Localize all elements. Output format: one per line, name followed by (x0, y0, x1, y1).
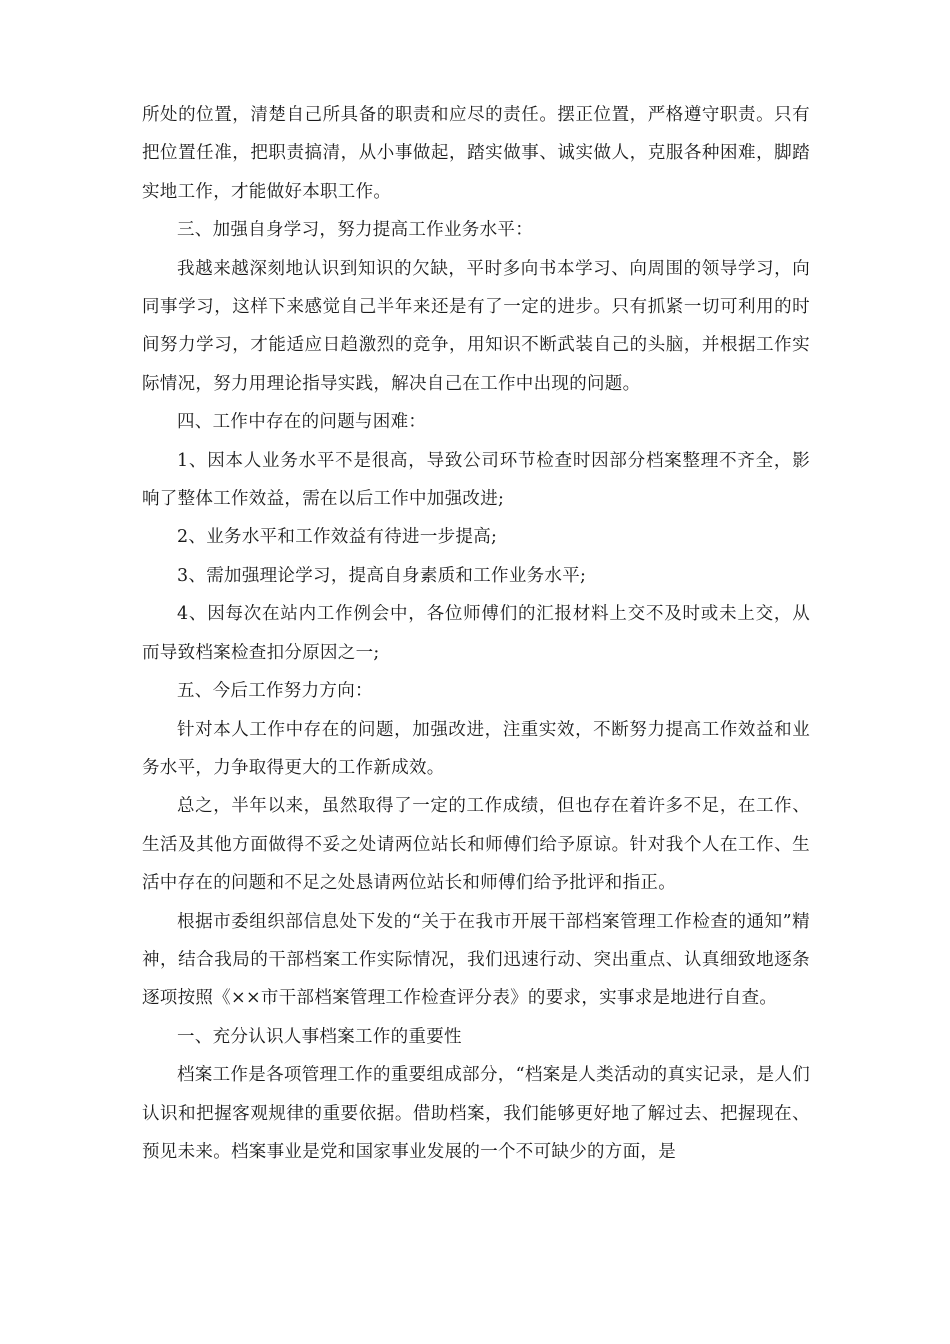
paragraph: 根据市委组织部信息处下发的“关于在我市开展干部档案管理工作检查的通知”精神，结合我局的干部档案工作实际情况，我们迅速行动、突出重点、认真细致地逐条逐项按照《××市干部档案管理工作检查评分表》的要求，实事求是地进行自查。 (142, 911, 810, 1009)
section-heading-3: 三、加强自身学习，努力提高工作业务水平： (177, 220, 533, 241)
section-heading-1: 一、充分认识人事档案工作的重要性 (177, 1026, 462, 1047)
paragraph: 针对本人工作中存在的问题，加强改进，注重实效，不断努力提高工作效益和业务水平，力争取得更大的工作新成效。 (142, 719, 810, 778)
section-heading-5: 五、今后工作努力方向： (177, 681, 373, 702)
paragraph: 所处的位置，清楚自己所具备的职责和应尽的责任。摆正位置，严格遵守职责。只有把位置任准，把职责搞清，从小事做起，踏实做事、诚实做人，克服各种困难，脚踏实地工作，才能做好本职工作。 (142, 105, 810, 202)
paragraph: 档案工作是各项管理工作的重要组成部分，“档案是人类活动的真实记录，是人们认识和把握客观规律的重要依据。借助档案，我们能够更好地了解过去、把握现在、预见未来。档案事业是党和国家事业发展的一个不可缺少的方面，是 (142, 1065, 810, 1162)
list-item: 2、业务水平和工作效益有待进一步提高; (177, 527, 498, 548)
list-item: 1、因本人业务水平不是很高，导致公司环节检查时因部分档案整理不齐全，影响了整体工作效益，需在以后工作中加强改进; (142, 450, 810, 510)
document-page (142, 96, 810, 1171)
paragraph: 总之，半年以来，虽然取得了一定的工作成绩，但也存在着许多不足，在工作、生活及其他方面做得不妥之处请两位站长和师傅们给予原谅。针对我个人在工作、生活中存在的问题和不足之处恳请两位站长和师傅们给予批评和指正。 (142, 796, 810, 894)
list-item: 3、需加强理论学习，提高自身素质和工作业务水平; (177, 565, 587, 586)
paragraph: 我越来越深刻地认识到知识的欠缺，平时多向书本学习、向周围的领导学习，向同事学习，这样下来感觉自己半年来还是有了一定的进步。只有抓紧一切可利用的时间努力学习，才能适应日趋激烈的竞争，用知识不断武装自己的头脑，并根据工作实际情况，努力用理论指导实践，解决自己在工作中出现的问题。 (142, 258, 810, 394)
section-heading-4: 四、工作中存在的问题与困难： (177, 412, 427, 433)
list-item: 4、因每次在站内工作例会中，各位师傅们的汇报材料上交不及时或未上交，从而导致档案检查扣分原因之一; (142, 604, 810, 663)
